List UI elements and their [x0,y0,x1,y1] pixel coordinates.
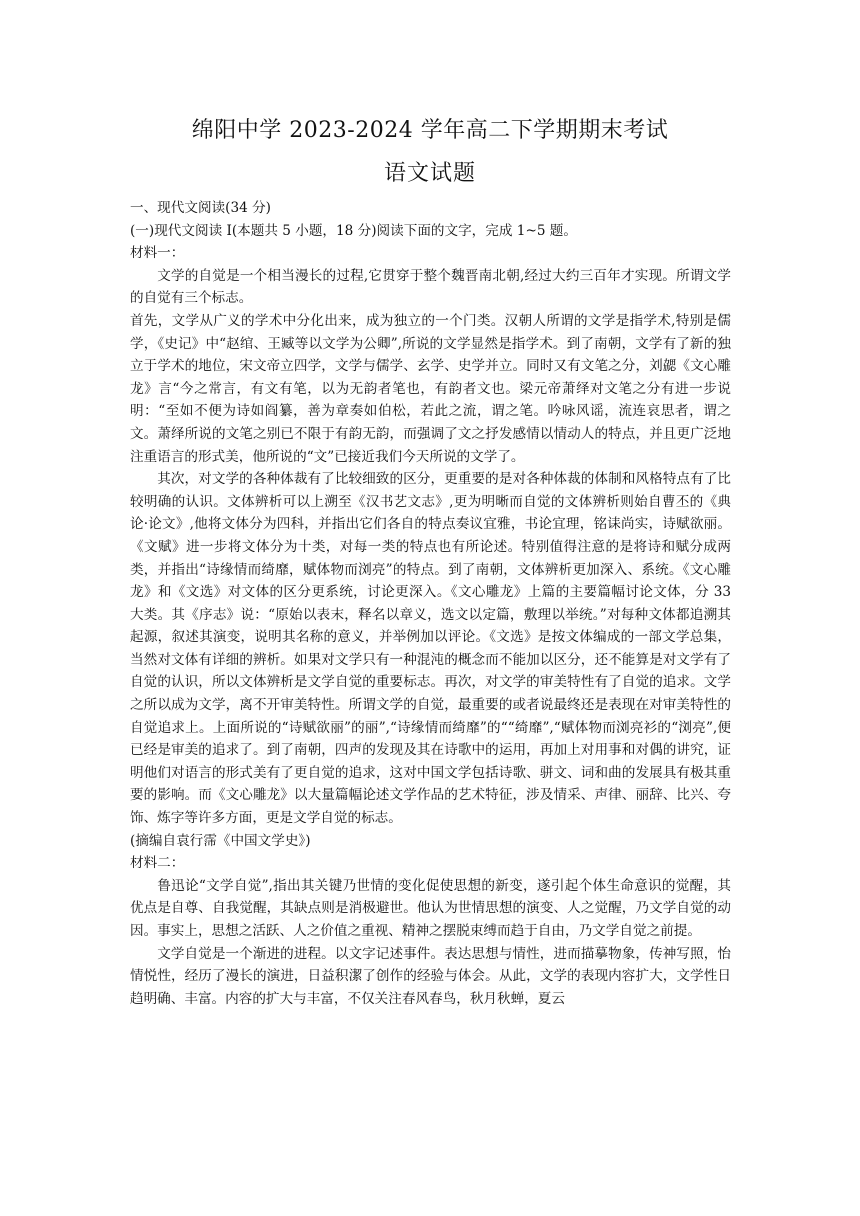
material-two-label: 材料二： [130,855,185,872]
material-two-paragraph-1: 鲁迅论“文学自觉”,指出其关键乃世情的变化促使思想的新变，遂引起个体生命意识的觉醒，其优点是自尊、自我觉醒，其缺点则是消极避世。他认为世情思想的演变、人之觉醒，乃文学自觉的动因。事实上，思想之活跃、人之价值之重视、精神之摆脱束缚而趋于自由，乃文学自觉之前提。 [130,877,731,939]
material-one-paragraph-1: 文学的自觉是一个相当漫长的过程,它贯穿于整个魏晋南北朝,经过大约三百年才实现。所谓文学的自觉有三个标志。 [130,267,731,307]
exam-subtitle: 语文试题 [383,161,476,186]
exam-title: 绵阳中学 2023-2024 学年高二下学期期末考试 [191,118,669,143]
section-heading: 一、现代文阅读(34 分) [130,200,271,216]
material-one-paragraph-3: 其次，对文学的各种体裁有了比较细致的区分，更重要的是对各种体裁的体制和风格特点有了比较明确的认识。文体辨析可以上溯至《汉书艺文志》,更为明晰而自觉的文体辨析则始自曹丕的《典论·论文》,他将文体分为四科，并指出它们各自的特点奏议宜雅，书论宜理，铭诔尚实，诗赋欲丽。《文赋》进一步将文体分为十类，对每一类的特点也有所论述。特别值得注意的是将诗和赋分成两类，并指出“诗缘情而绮靡，赋体物而浏亮”的特点。到了南朝，文体辨析更加深入、系统。《文心雕龙》和《文选》对文体的区分更系统，讨论更深入。《文心雕龙》上篇的主要篇幅讨论文体，分 33 大类。其《序志》说：“原始以表末，释名以章义，选文以定篇，敷理以举统。”对每种文体都追溯其起源，叙述其演变，说明其名称的意义，并举例加以评论。《文选》是按文体编成的一部文学总集，当然对文体有详细的辨析。如果对文学只有一种混沌的概念而不能加以区分，还不能算是对文学有了自觉的认识，所以文体辨析是文学自觉的重要标志。再次，对文学的审美特性有了自觉的追求。文学之所以成为文学，离不开审美特性。所谓文学的自觉，最重要的或者说最终还是表现在对审美特性的自觉追求上。上面所说的“诗赋欲丽”的丽”,“诗缘情而绮靡”的““绮靡”,“赋体物而浏亮衫的“浏亮”,便已经是审美的追求了。到了南朝，四声的发现及其在诗歌中的运用，再加上对用事和对偶的讲究，证明他们对语言的形式美有了更自觉的追求，这对中国文学包括诗歌、骈文、词和曲的发展具有极其重要的影响。而《文心雕龙》以大量篇幅论述文学作品的艺术特征，涉及情采、声律、丽辞、比兴、夸饰、炼字等许多方面，更是文学自觉的标志。 [130,471,731,827]
exam-content [130,197,731,1010]
material-two-paragraph-2: 文学自觉是一个渐进的进程。以文字记述事件。表达思想与情性，进而描摹物象，传神写照，怡情悦性，经历了漫长的演进，日益积潔了创作的经验与体会。从此，文学的表现内容扩大，文学性日趋明确、丰富。内容的扩大与丰富，不仅关注春风春鸟，秋月秋蝉，夏云 [130,945,731,1007]
material-one-source: (摘编自袁行霈《中国文学史》) [130,832,311,849]
material-one-label: 材料一： [130,245,185,262]
material-one-paragraph-2: 首先，文学从广义的学术中分化出来，成为独立的一个门类。汉朝人所谓的文学是指学术,特别是儒学，《史记》中“赵绾、王臧等以文学为公卿”,所说的文学显然是指学术。到了南朝，文学有了新的独立于学术的地位，宋文帝立四学，文学与儒学、玄学、史学并立。同时又有文笔之分，刘勰《文心雕龙》言“今之常言，有文有笔，以为无韵者笔也，有韵者文也。梁元帝萧绎对文笔之分有进一步说明：“至如不便为诗如阎纂，善为章奏如伯松，若此之流，谓之笔。吟咏风谣，流连哀思者，谓之文。萧绎所说的文笔之别已不限于有韵无韵，而强调了文之抒发感情以情动人的特点，并且更广泛地注重语言的形式美，他所说的“文”已接近我们今天所说的文学了。 [130,312,731,465]
section-instruction: (一)现代文阅读 I(本题共 5 小题，18 分)阅读下面的文字，完成 1~5 题。 [130,222,577,239]
